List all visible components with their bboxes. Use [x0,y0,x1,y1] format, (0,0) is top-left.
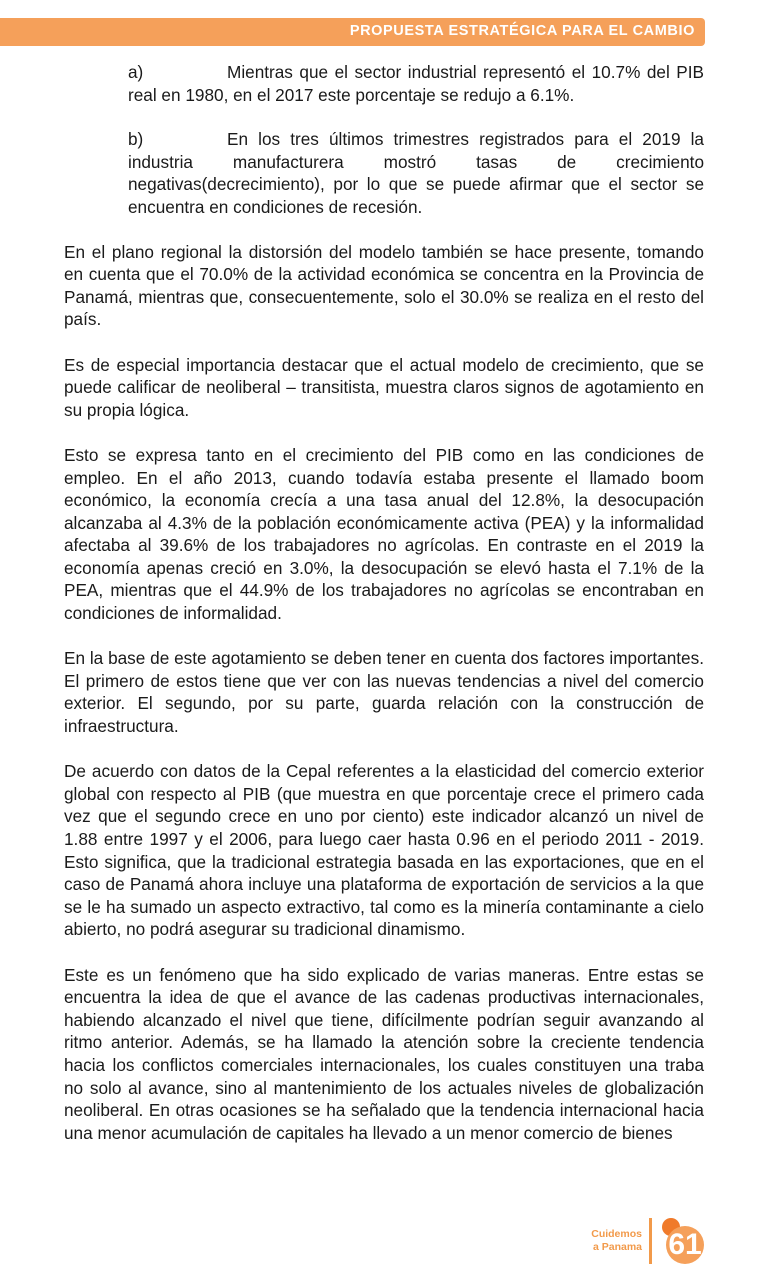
list-marker-a: a) [128,62,144,82]
paragraph-5: De acuerdo con datos de la Cepal referentes a la elasticidad del comercio exterior global con respecto al PIB (que muestra en que porcentaje crece el primero cada vez que el segundo crece en uno por ciento) este indicador alcanzó un nivel de 1.88 entre 1997 y el 2006, para luego caer hasta 0.96 en el periodo 2011 - 2019. Esto significa, que la tradicional estrategia basada en las exportaciones, que en el caso de Panamá ahora incluye una plataforma de exportación de servicios a la que se le ha sumado un aspecto extractivo, tal como es la minería contaminante a cielo abierto, no podrá asegurar su tradicional dinamismo. [64,761,704,940]
document-body [64,61,704,1167]
paragraph-6: Este es un fenómeno que ha sido explicado de varias maneras. Entre estas se encuentra la idea de que el avance de las cadenas productivas internacionales, habiendo alcanzado el nivel que tiene, difícilmente podrían seguir avanzando al ritmo anterior. Además, se ha llamado la atención sobre la creciente tendencia hacia los conflictos comerciales internacionales, los cuales constituyen una traba no solo al avance, sino al mantenimiento de los actuales niveles de globalización neoliberal. En otras ocasiones se ha señalado que la tendencia internacional hacia una menor acumulación de capitales ha llevado a un menor comercio de bienes [64,964,704,1143]
footer-brand-line1: Cuidemos [591,1228,642,1240]
footer-brand-line2: a Panama [592,1241,642,1253]
header-title: PROPUESTA ESTRATÉGICA PARA EL CAMBIO [349,23,695,39]
page-number: 61 [668,1228,702,1261]
header-bar [0,18,705,46]
footer-brand [591,1228,642,1254]
footer-divider [649,1218,652,1264]
list-text-b: En los tres últimos trimestres registrados para el 2019 la industria manufacturera mostró tasas de crecimiento negativas(decrecimiento), por lo que se puede afirmar que el sector se encuentra en condiciones de recesión. [128,129,704,217]
list-text-a: Mientras que el sector industrial representó el 10.7% del PIB real en 1980, en el 2017 este porcentaje se redujo a 6.1%. [128,62,704,105]
list-item-b [128,128,704,218]
paragraph-3: Esto se expresa tanto en el crecimiento del PIB como en las condiciones de empleo. En el año 2013, cuando todavía estaba presente el llamado boom económico, la economía crecía a una tasa anual del 12.8%, la desocupación alcanzaba al 4.3% de la población económicamente activa (PEA) y la informalidad afectaba al 39.6% de los trabajadores no agrícolas. En contraste en el 2019 la economía apenas creció en 3.0%, la desocupación se elevó hasta el 7.1% de la PEA, mientras que el 44.9% de los trabajadores no agrícolas se encontraban en condiciones de informalidad. [64,444,704,624]
paragraph-1: En el plano regional la distorsión del modelo también se hace presente, tomando en cuenta que el 70.0% de la actividad económica se concentra en la Provincia de Panamá, mientras que, consecuentemente, solo el 30.0% se realiza en el resto del país. [64,241,704,330]
paragraph-4: En la base de este agotamiento se deben tener en cuenta dos factores importantes. El primero de estos tiene que ver con las nuevas tendencias a nivel del comercio exterior. El segundo, por su parte, guarda relación con la construcción de infraestructura. [64,648,704,737]
list-item-a [128,61,704,106]
page-number-badge [658,1218,704,1264]
list-marker-b: b) [128,129,144,150]
page-footer [591,1216,704,1266]
paragraph-2: Es de especial importancia destacar que el actual modelo de crecimiento, que se puede calificar de neoliberal – transitista, muestra claros signos de agotamiento en su propia lógica. [64,354,704,420]
